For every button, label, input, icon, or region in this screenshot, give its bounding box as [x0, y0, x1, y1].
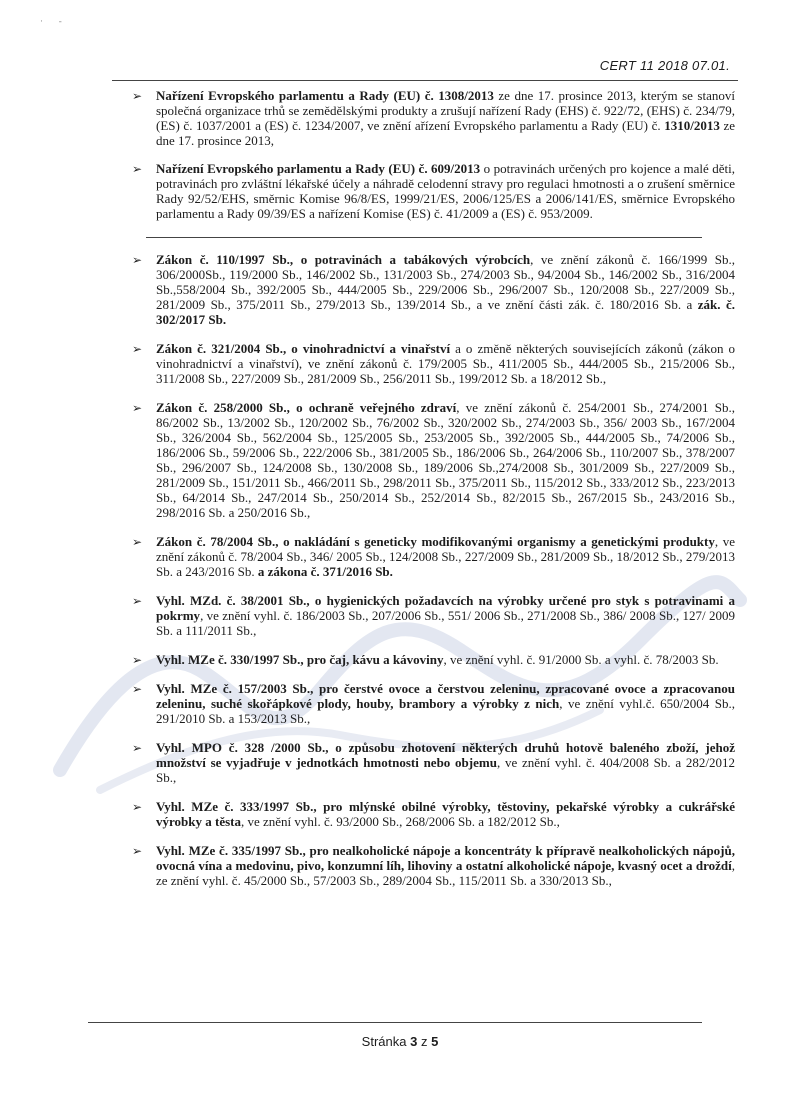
legislation-entry	[100, 88, 735, 148]
legislation-entry	[100, 252, 735, 327]
arrow-bullet-icon: ➢	[132, 253, 143, 267]
entry-title: Vyhl. MZe č. 333/1997 Sb., pro mlýnské obilné výrobky, těstoviny, pekařské výrobky a cukrářské výrobky a těsta	[156, 799, 735, 829]
legislation-entry	[100, 400, 735, 520]
legislation-entry	[100, 534, 735, 579]
entry-title: Vyhl. MZe č. 335/1997 Sb., pro nealkoholické nápoje a koncentráty k přípravě nealkoholických nápojů, ovocná vína a medovinu, pivo, konzumní líh, lihoviny a ostatní alkoholické nápoje, kvasný ocet a droždí	[156, 843, 735, 873]
entry-title: Vyhl. MZd. č. 38/2001 Sb., o hygienických požadavcích na výrobky určené pro styk s potravinami a pokrmy	[156, 593, 735, 623]
entry-title: Zákon č. 110/1997 Sb., o potravinách a tabákových výrobcích	[156, 252, 531, 267]
arrow-bullet-icon: ➢	[132, 89, 143, 103]
entry-reference: zák. č. 302/2017 Sb.	[156, 297, 735, 327]
arrow-bullet-icon: ➢	[132, 535, 143, 549]
entry-text: , ve znění zákonů č. 166/1999 Sb., 306/2000Sb., 119/2000 Sb., 146/2002 Sb., 131/2003 Sb., 274/2003 Sb., 94/2004 Sb., 146/2002 Sb., 316/2004 Sb.,558/2004 Sb., 392/2005 Sb., 444/2005 Sb., 229/2006 Sb., 296/2007 Sb., 120/2008 Sb., 227/2009 Sb., 281/2009 Sb., 375/2011 Sb., 279/2013 Sb., 139/2014 Sb., a ve znění části zák. č. 180/2016 Sb. a	[156, 252, 735, 312]
arrow-bullet-icon: ➢	[132, 844, 143, 858]
arrow-bullet-icon: ➢	[132, 594, 143, 608]
entry-text: ze dne 17. prosince 2013, kterým se stanoví společná organizace trhů se zemědělskými produkty a zrušují nařízení Rady (EHS) č. 922/72, (EHS) č. 234/79, (ES) č. 1037/2001 a (ES) č. 1234/2007, ve znění ařízení Evropského parlamentu a Rady (EU) č.	[156, 88, 735, 133]
entry-title: Vyhl. MZe č. 157/2003 Sb., pro čerstvé ovoce a čerstvou zeleninu, zpracované ovoce a zpracovanou zeleninu, suché skořápkové plody, houby, brambory a výrobky z nich	[156, 681, 735, 711]
entry-title: Vyhl. MPO č. 328 /2000 Sb., o způsobu zhotovení některých druhů hotově baleného zboží, jehož množství se vyjadřuje v jednotkách hmotnosti nebo objemu	[156, 740, 735, 770]
legislation-entry	[100, 681, 735, 726]
page-label: Stránka	[361, 1034, 407, 1049]
arrow-bullet-icon: ➢	[132, 800, 143, 814]
entry-title: Zákon č. 258/2000 Sb., o ochraně veřejného zdraví	[156, 400, 457, 415]
national-laws	[100, 252, 735, 888]
entry-text: , ve znění zákonů č. 254/2001 Sb., 274/2001 Sb., 86/2002 Sb., 13/2002 Sb., 120/2002 Sb., 76/2002 Sb., 320/2002 Sb., 274/2003 Sb., 356/ 2003 Sb., 167/2004 Sb., 326/2004 Sb., 562/2004 Sb., 125/2005 Sb., 253/2005 Sb., 392/2005 Sb., 444/2005 Sb., 74/2006 Sb., 186/2006 Sb., 59/2006 Sb., 222/2006 Sb., 381/2005 Sb., 186/2006 Sb., 264/2006 Sb., 110/2007 Sb., 378/2007 Sb., 296/2007 Sb., 124/2008 Sb., 130/2008 Sb., 189/2006 Sb.,274/2008 Sb., 301/2009 Sb., 227/2009 Sb., 281/2009 Sb., 151/2011 Sb., 466/2011 Sb., 298/2011 Sb., 375/2011 Sb., 115/2012 Sb., 333/2012 Sb., 223/2013 Sb., 64/2014 Sb., 247/2014 Sb., 250/2014 Sb., 252/2014 Sb., 82/2015 Sb., 267/2015 Sb., 243/2016 Sb., 298/2016 Sb. a 250/2016 Sb.,	[156, 400, 735, 520]
page-number: 3	[410, 1034, 418, 1049]
page-of: z	[420, 1034, 428, 1049]
entry-text: a o změně některých souvisejících zákonů (zákon o vinohradnictví a vinařství), ve znění zákonů č. 179/2005 Sb., 411/2005 Sb., 444/2005 Sb., 215/2006 Sb., 311/2008 Sb., 227/2009 Sb., 281/2009 Sb., 256/2011 Sb., 199/2012 Sb. a 18/2012 Sb.,	[156, 341, 735, 386]
eu-regulations	[100, 88, 735, 221]
entry-title: Zákon č. 78/2004 Sb., o nakládání s geneticky modifikovanými organismy a genetickými produkty	[156, 534, 715, 549]
header-divider	[112, 80, 738, 81]
arrow-bullet-icon: ➢	[132, 162, 143, 176]
legislation-entry	[100, 843, 735, 888]
document-code: CERT 11 2018 07.01.	[599, 58, 730, 73]
entry-text: , ve znění vyhl.č. 650/2004 Sb., 291/2010 Sb. a 153/2013 Sb.,	[156, 696, 735, 726]
entry-reference: 1310/2013	[664, 118, 720, 133]
entry-title: Nařízení Evropského parlamentu a Rady (EU) č. 609/2013	[156, 161, 481, 176]
entry-title: Vyhl. MZe č. 330/1997 Sb., pro čaj, kávu a kávoviny	[156, 652, 444, 667]
entry-text: o potravinách určených pro kojence a malé děti, potravinách pro zvláštní lékařské účely a náhradě celodenní stravy pro regulaci hmotnosti a o zrušení směrnice Rady 92/52/EHS, směrnic Komise 96/8/ES, 1999/21/ES, 2006/125/ES a 2006/141/ES, směrnice Evropského parlamentu a Rady 09/39/ES a nařízení Komise (ES) č. 41/2009 a (ES) č. 953/2009.	[156, 161, 735, 221]
arrow-bullet-icon: ➢	[132, 741, 143, 755]
entry-tail: ze dne 17. prosince 2013,	[156, 118, 735, 148]
arrow-bullet-icon: ➢	[132, 653, 143, 667]
legislation-list	[100, 88, 735, 888]
entry-text: , ve znění zákonů č. 78/2004 Sb., 346/ 2005 Sb., 124/2008 Sb., 227/2009 Sb., 281/2009 Sb., 18/2012 Sb., 279/2013 Sb. a 243/2016 Sb.	[156, 534, 735, 579]
entry-text: , ve znění vyhl. č. 186/2003 Sb., 207/2006 Sb., 551/ 2006 Sb., 271/2008 Sb., 386/ 2008 Sb., 127/ 2009 Sb. a 111/2011 Sb.,	[156, 608, 735, 638]
legislation-entry	[100, 593, 735, 638]
legislation-entry	[100, 652, 735, 667]
legislation-entry	[100, 799, 735, 829]
legislation-entry	[100, 740, 735, 785]
arrow-bullet-icon: ➢	[132, 342, 143, 356]
entry-title: Zákon č. 321/2004 Sb., o vinohradnictví a vinařství	[156, 341, 451, 356]
entry-text: , ve znění vyhl. č. 91/2000 Sb. a vyhl. č. 78/2003 Sb.	[443, 652, 719, 667]
arrow-bullet-icon: ➢	[132, 682, 143, 696]
page-total: 5	[431, 1034, 439, 1049]
entry-reference: a zákona č. 371/2016 Sb.	[257, 564, 393, 579]
page-footer	[0, 1034, 800, 1049]
legislation-entry	[100, 341, 735, 386]
entry-title: Nařízení Evropského parlamentu a Rady (EU) č. 1308/2013	[156, 88, 494, 103]
footer-divider	[88, 1022, 702, 1023]
entry-text: , ze znění vyhl. č. 45/2000 Sb., 57/2003 Sb., 289/2004 Sb., 115/2011 Sb. a 330/2013 Sb.,	[156, 858, 735, 888]
arrow-bullet-icon: ➢	[132, 401, 143, 415]
entry-text: , ve znění vyhl. č. 404/2008 Sb. a 282/2012 Sb.,	[156, 755, 736, 785]
legislation-entry	[100, 161, 735, 221]
entry-text: , ve znění vyhl. č. 93/2000 Sb., 268/2006 Sb. a 182/2012 Sb.,	[240, 814, 560, 829]
scan-specks: · -	[40, 16, 62, 26]
